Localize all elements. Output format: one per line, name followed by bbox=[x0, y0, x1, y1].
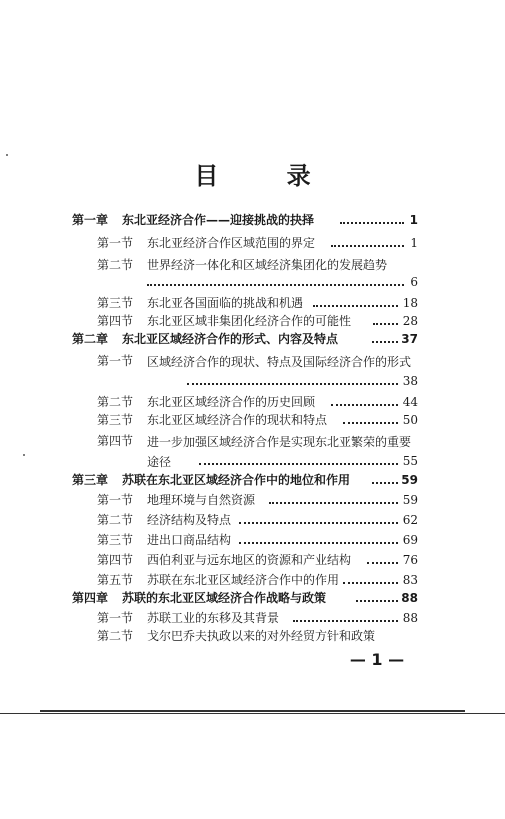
toc-entry-section bbox=[97, 571, 418, 589]
section-label: 第三节 bbox=[97, 296, 134, 310]
page-ref: 38 bbox=[402, 374, 418, 388]
toc-entry-section bbox=[97, 627, 418, 645]
dot-leader bbox=[239, 522, 398, 524]
chapter-title: 苏联的东北亚区域经济合作战略与政策 bbox=[122, 591, 327, 605]
toc-entry-continuation bbox=[199, 452, 418, 470]
section-label: 第一节 bbox=[97, 354, 134, 368]
section-title: 苏联工业的东移及其背景 bbox=[147, 611, 280, 625]
toc-entry-section bbox=[97, 234, 418, 252]
page-ref: 44 bbox=[402, 395, 418, 409]
chapter-title: 苏联在东北亚区域经济合作中的地位和作用 bbox=[122, 473, 351, 487]
toc-entry-chapter bbox=[72, 589, 418, 607]
page-title: 目 录 bbox=[194, 162, 341, 190]
section-label: 第三节 bbox=[97, 533, 134, 547]
toc-entry-section bbox=[97, 256, 418, 274]
dot-leader bbox=[147, 284, 404, 286]
toc-entry-continuation bbox=[147, 273, 418, 291]
dot-leader bbox=[340, 222, 404, 224]
section-label: 第一节 bbox=[97, 236, 134, 250]
dot-leader bbox=[313, 305, 398, 307]
toc-entry-section bbox=[97, 511, 418, 529]
dot-leader bbox=[372, 482, 398, 484]
dot-leader bbox=[187, 383, 398, 385]
section-title: 区域经济合作的现状、特点及国际经济合作的形式 bbox=[147, 355, 412, 369]
page-ref: 83 bbox=[402, 573, 418, 587]
section-label: 第二节 bbox=[97, 395, 134, 409]
page-ref: 18 bbox=[402, 296, 418, 310]
section-title: 东北亚区域经济合作的历史回顾 bbox=[147, 395, 316, 409]
page-ref: 28 bbox=[402, 314, 418, 328]
dot-leader bbox=[199, 463, 398, 465]
section-label: 第二节 bbox=[97, 258, 134, 272]
page-ref: 37 bbox=[401, 332, 418, 346]
section-label: 第一节 bbox=[97, 493, 134, 507]
section-title: 经济结构及特点 bbox=[147, 513, 232, 527]
toc-entry-section bbox=[97, 393, 418, 411]
section-label: 第二节 bbox=[97, 629, 134, 643]
section-title: 世界经济一体化和区域经济集团化的发展趋势 bbox=[147, 258, 388, 272]
page-ref: 50 bbox=[402, 413, 418, 427]
section-title: 东北亚各国面临的挑战和机遇 bbox=[147, 296, 304, 310]
chapter-label: 第一章 bbox=[72, 213, 109, 227]
section-title: 西伯利亚与远东地区的资源和产业结构 bbox=[147, 553, 352, 567]
page-ref: 59 bbox=[402, 493, 418, 507]
section-label: 第四节 bbox=[97, 434, 134, 448]
page-ref: 55 bbox=[402, 454, 418, 468]
scan-speck bbox=[23, 454, 25, 456]
section-title: 东北亚区域非集团化经济合作的可能性 bbox=[147, 314, 352, 328]
page-ref: 59 bbox=[401, 473, 418, 487]
dot-leader bbox=[343, 582, 398, 584]
toc-entry-section bbox=[97, 491, 418, 509]
section-title: 进出口商品结构 bbox=[147, 533, 232, 547]
toc-entry-section bbox=[97, 551, 418, 569]
dot-leader bbox=[372, 341, 398, 343]
chapter-label: 第四章 bbox=[72, 591, 109, 605]
page-ref: 1 bbox=[410, 236, 418, 250]
chapter-title: 东北亚经济合作——迎接挑战的抉择 bbox=[122, 213, 315, 227]
section-label: 第四节 bbox=[97, 314, 134, 328]
toc-entry-section bbox=[97, 294, 418, 312]
section-label: 第一节 bbox=[97, 611, 134, 625]
dot-leader bbox=[331, 245, 404, 247]
page-ref: 88 bbox=[402, 611, 418, 625]
toc-entry-section bbox=[97, 352, 418, 370]
toc-entry-continuation bbox=[187, 372, 418, 390]
page-number: — 1 — bbox=[349, 650, 405, 669]
section-title: 戈尔巴乔夫执政以来的对外经贸方针和政策 bbox=[147, 629, 376, 643]
dot-leader bbox=[293, 620, 398, 622]
dot-leader bbox=[331, 404, 398, 406]
dot-leader bbox=[367, 562, 398, 564]
page-ref: 1 bbox=[409, 213, 418, 227]
section-title: 苏联在东北亚区域经济合作中的作用 bbox=[147, 573, 340, 587]
bottom-rule bbox=[0, 713, 505, 714]
toc-entry-chapter bbox=[72, 471, 418, 489]
section-label: 第三节 bbox=[97, 413, 134, 427]
dot-leader bbox=[239, 542, 398, 544]
page-ref: 62 bbox=[402, 513, 418, 527]
bottom-rule-bold bbox=[40, 710, 465, 712]
section-label: 第二节 bbox=[97, 513, 134, 527]
toc-entry-section bbox=[97, 411, 418, 429]
dot-leader bbox=[343, 422, 398, 424]
section-title: 进一步加强区域经济合作是实现东北亚繁荣的重要途径 bbox=[147, 435, 412, 469]
toc-entry-section bbox=[97, 312, 418, 330]
section-label: 第五节 bbox=[97, 573, 134, 587]
toc-entry-section bbox=[97, 609, 418, 627]
page-ref: 88 bbox=[401, 591, 418, 605]
toc-entry-chapter bbox=[72, 211, 418, 229]
scan-speck bbox=[6, 154, 8, 156]
section-title: 东北亚经济合作区域范围的界定 bbox=[147, 236, 316, 250]
chapter-label: 第三章 bbox=[72, 473, 109, 487]
toc-entry-section bbox=[97, 531, 418, 549]
dot-leader bbox=[373, 323, 398, 325]
section-title: 东北亚区域经济合作的现状和特点 bbox=[147, 413, 328, 427]
section-title: 地理环境与自然资源 bbox=[147, 493, 256, 507]
dot-leader bbox=[356, 600, 398, 602]
section-label: 第四节 bbox=[97, 553, 134, 567]
toc-entry-chapter bbox=[72, 330, 418, 348]
page-ref: 76 bbox=[402, 553, 418, 567]
page-ref: 6 bbox=[410, 275, 418, 289]
chapter-title: 东北亚区域经济合作的形式、内容及特点 bbox=[122, 332, 339, 346]
chapter-label: 第二章 bbox=[72, 332, 109, 346]
page-ref: 69 bbox=[402, 533, 418, 547]
dot-leader bbox=[269, 502, 398, 504]
